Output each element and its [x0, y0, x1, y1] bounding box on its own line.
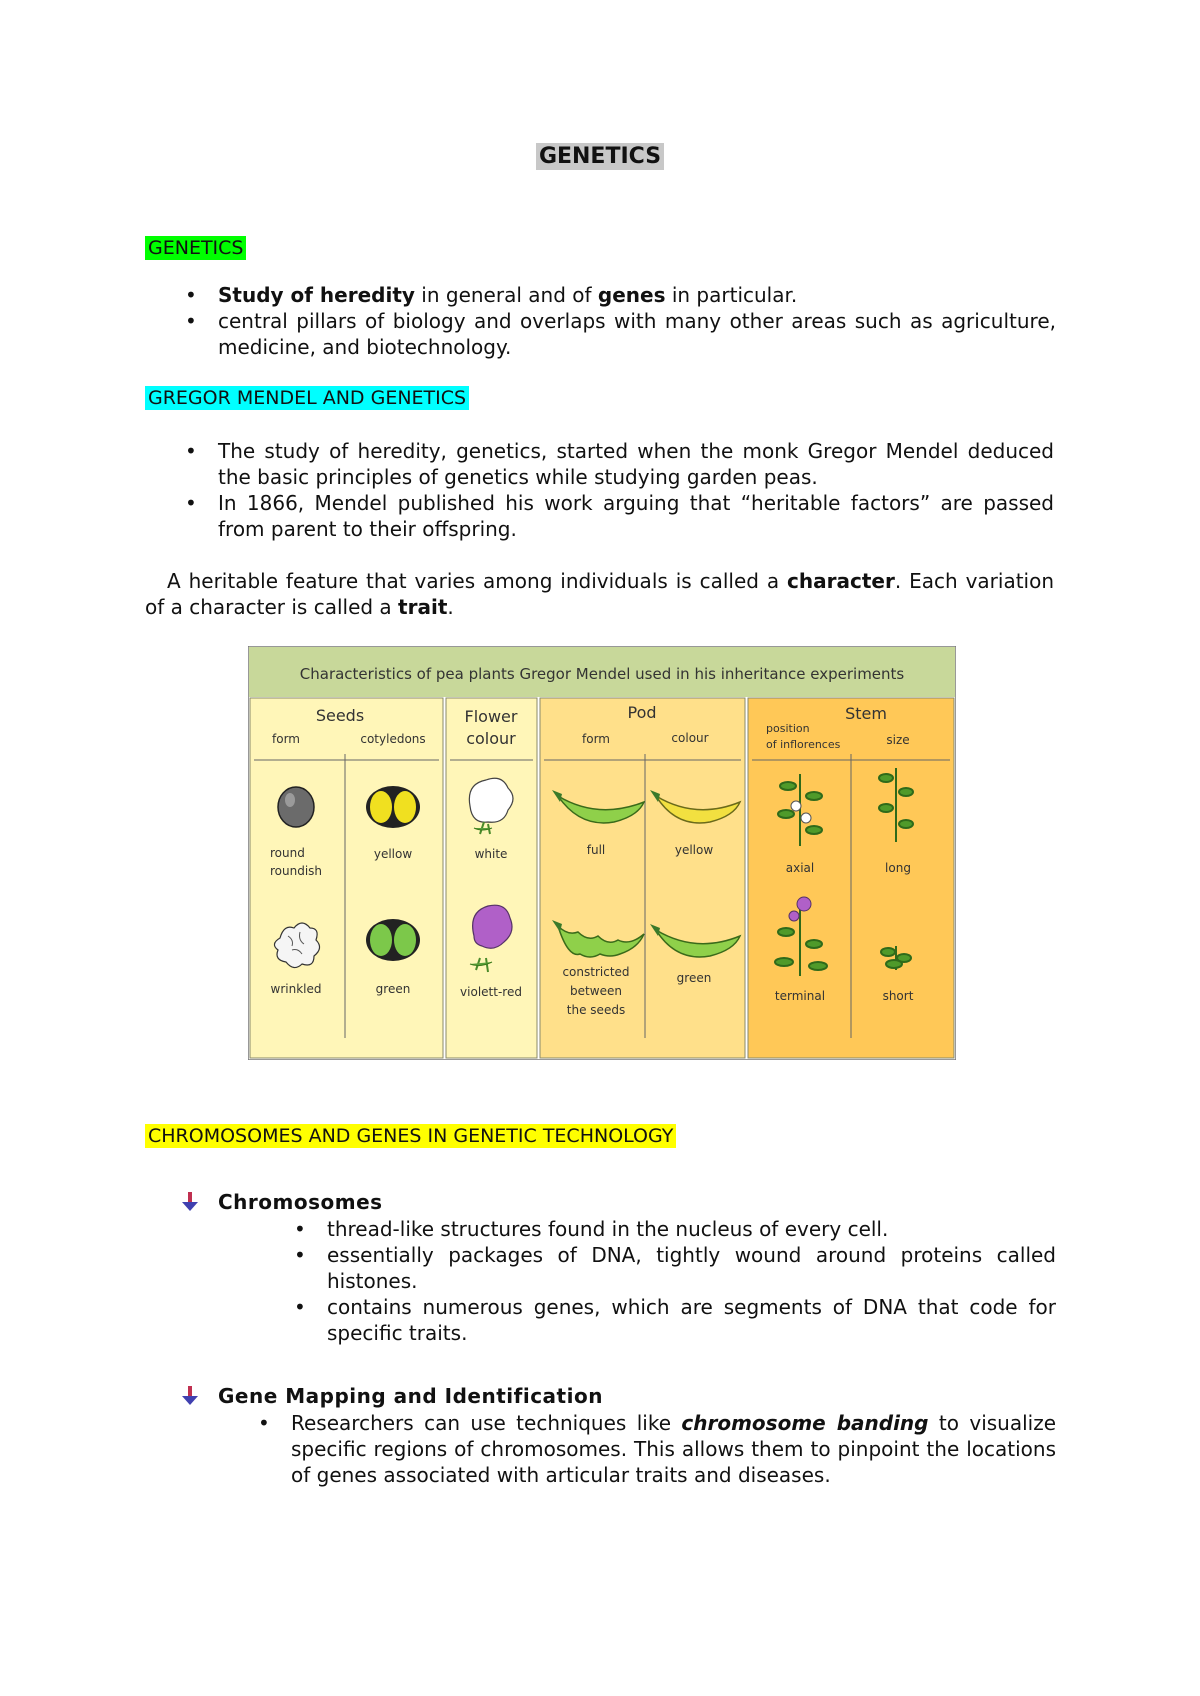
stem-label: Stem [845, 704, 887, 723]
mendel-heading: GREGOR MENDEL AND GENETICS [145, 386, 469, 410]
flower-panel [446, 698, 537, 1058]
gene-mapping-subheading: Gene Mapping and Identification [218, 1384, 603, 1408]
list-item: • essentially packages of DNA, tightly wound around proteins called histones. [294, 1243, 1056, 1293]
the-seeds-label: the seeds [566, 1003, 626, 1017]
long-label: long [885, 861, 911, 875]
pod-label: Pod [627, 703, 657, 722]
arrow-bullet-icon [182, 1192, 198, 1212]
pod-colour-label: colour [671, 731, 709, 745]
cotyledon-green-label: green [375, 982, 411, 996]
between-label: between [570, 984, 622, 998]
genetics-heading: GENETICS [145, 236, 246, 260]
white-label: white [474, 847, 508, 861]
character-trait-paragraph: A heritable feature that varies among individuals is called a character. Each variation of a character is called a trait. [145, 569, 1055, 619]
yellow-cotyledon-icon [366, 786, 420, 828]
stem-inflorences-label: of inflorences [766, 738, 841, 751]
flower-label: Flower [464, 707, 518, 726]
document-title: GENETICS [0, 144, 1200, 169]
green-cotyledon-icon [366, 919, 420, 961]
chromosomes-subheading: Chromosomes [218, 1190, 383, 1214]
pea-characteristics-table [248, 646, 956, 1060]
seeds-panel [250, 698, 443, 1058]
list-item: • thread-like structures found in the nucleus of every cell. [294, 1217, 889, 1241]
pod-yellow-label: yellow [674, 843, 714, 857]
list-item: • central pillars of biology and overlaps with many other areas such as agriculture, medicine, and biotechnology. [185, 309, 1056, 359]
round-label: round [270, 846, 305, 860]
list-item: • The study of heredity, genetics, started when the monk Gregor Mendel deduced the basic principles of genetics while studying garden peas. [185, 439, 1054, 489]
list-item: • Researchers can use techniques like chromosome banding to visualize specific regions of chromosomes. This allows them to pinpoint the locations of genes associated with articular traits and diseases. [258, 1411, 1057, 1487]
seeds-cotyledons-label: cotyledons [360, 732, 426, 746]
figure-title: Characteristics of pea plants Gregor Mendel used in his inheritance experiments [299, 665, 905, 683]
short-label: short [882, 989, 914, 1003]
violet-label: violett-red [460, 985, 522, 999]
terminal-label: terminal [774, 989, 826, 1003]
full-label: full [586, 843, 606, 857]
stem-position-label: position [766, 722, 810, 735]
pod-form-label: form [582, 732, 610, 746]
pod-green-label: green [676, 971, 712, 985]
list-item: • In 1866, Mendel published his work arguing that “heritable factors” are passed from parent to their offspring. [185, 491, 1054, 541]
chromosomes-heading: CHROMOSOMES AND GENES IN GENETIC TECHNOLOGY [145, 1124, 676, 1148]
constricted-label: constricted [562, 965, 630, 979]
roundish-label: roundish [270, 864, 323, 878]
round-seed-icon [278, 787, 314, 827]
axial-label: axial [785, 861, 815, 875]
arrow-bullet-icon [182, 1386, 198, 1406]
list-item: • Study of heredity in general and of genes in particular. [185, 283, 798, 307]
stem-size-label: size [886, 733, 910, 747]
list-item: • contains numerous genes, which are segments of DNA that code for specific traits. [294, 1295, 1056, 1345]
seeds-label: Seeds [315, 706, 365, 725]
flower-colour-label: colour [466, 729, 516, 748]
wrinkled-label: wrinkled [270, 982, 322, 996]
cotyledon-yellow-label: yellow [373, 847, 413, 861]
pea-characteristics-figure [248, 646, 956, 1060]
seeds-form-label: form [272, 732, 300, 746]
